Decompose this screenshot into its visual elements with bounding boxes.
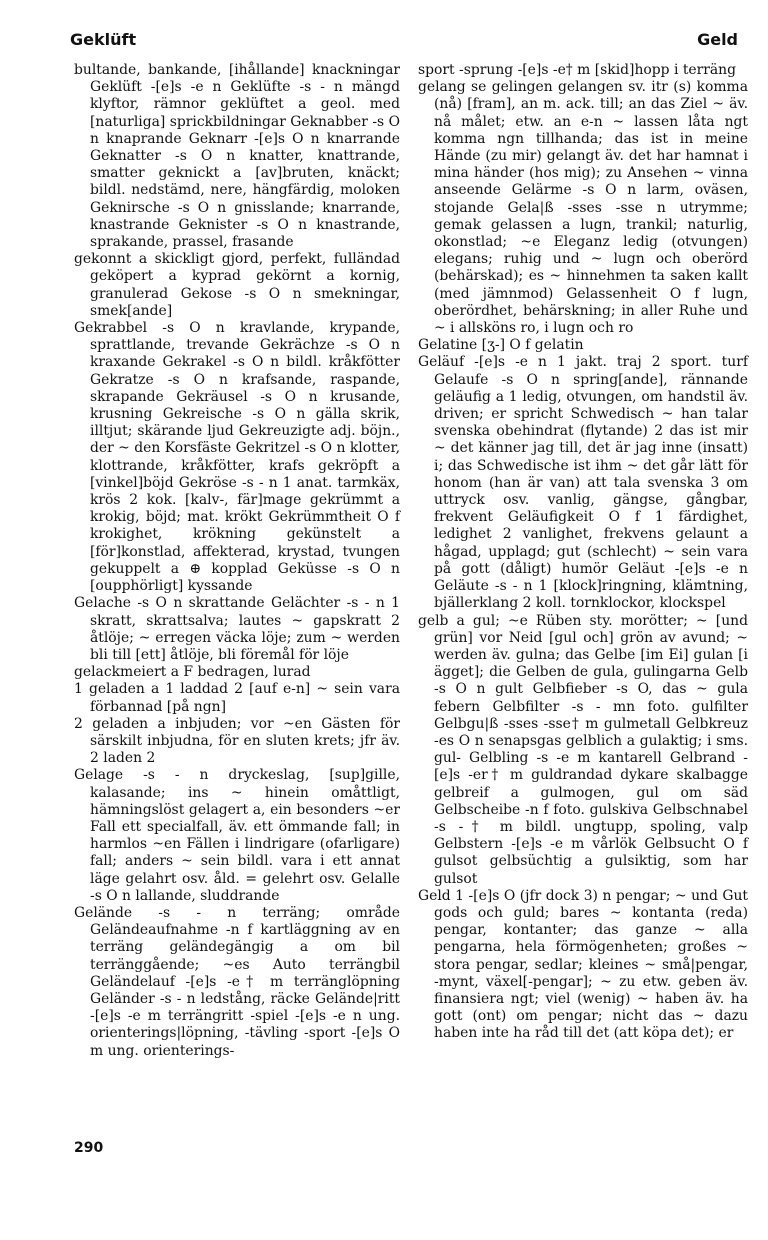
entry-block: 2 geladen a inbjuden; vor ~en Gästen för särskilt inbjudna, för en sluten krets; jfr äv. 2 laden 2 (74, 715, 400, 767)
entry-block: Gelage -s - n dryckeslag, [sup]gille, kalasande; ins ~ hinein omåttligt, hämningslöst gelagert a, ein besonders ~er Fall ett specialfall, äv. ett ömmande fall; in harmlos ~en Fällen i lindrigare (ofarligare) fall; anders ~ sein bildl. vara i ett annat läge gelahrt osv. åld. = gelehrt osv. Gelalle -s O n lallande, sluddrande (74, 767, 400, 904)
entry-block: gelackmeiert a F bedragen, lurad (74, 664, 311, 681)
entry-block: Gelände -s - n terräng; område Geländeaufnahme -n f kartläggning av en terräng geländegängig a om bil terränggående; ~es Auto terrängbil Geländelauf -[e]s -e† m terränglöpning Geländer -s - n ledstång, räcke Gelände|ritt -[e]s -e m terrängritt -spiel -[e]s -e n ung. orienterings|löpning, -tävling -sport -[e]s O m ung. orienterings- (74, 904, 400, 1059)
running-head-right: Geld (697, 30, 738, 49)
entry-block: gelang se gelingen gelangen sv. itr (s) komma (nå) [fram], an m. ack. till; an das Ziel ~ äv. nå målet; etw. an e-n ~ lassen låta ngt komma ngn tillhanda; das ist in meine Hände (zu mir) gelangt äv. det har hamnat i mina händer (hos mig); zu Ansehen ~ vinna anseende Gelärme -s O n larm, oväsen, stojande Gela|ß -sses -sse n utrymme; gemak gelassen a lugn, trankil; naturlig, okonstlad; ~e Eleganz ledig (otvungen) elegans; ruhig und ~ lugn och oberörd (behärskad); es ~ hinnehmen ta saken kallt (med jämnmod) Gelassenheit O f lugn, oberördhet, behärskning; in aller Ruhe und ~ i allsköns ro, i lugn och ro (418, 79, 748, 337)
entry-block: 1 geladen a 1 laddad 2 [auf e-n] ~ sein vara förbannad [på ngn] (74, 681, 400, 715)
right-column (418, 62, 748, 1043)
entry-block: Gelatine [ʒ-] O f gelatin (418, 337, 584, 354)
left-column (74, 62, 400, 1060)
entry-block: gelb a gul; ~e Rüben sty. morötter; ~ [und grün] vor Neid [gul och] grön av avund; ~ werden äv. gulna; das Gelbe [im Ei] gulan [i ägget]; die Gelben de gula, gulingarna Gelb -s O n gult Gelbfieber -s O, das ~ gula febern Gelbfilter -s - mn foto. gulfilter Gelbgu|ß -sses -sse† m gulmetall Gelbkreuz -es O n senapsgas gelblich a gulaktig; i sms. gul- Gelbling -s -e m kantarell Gelbrand -[e]s -er† m guldrandad dykare skalbagge gelbreif a gulmogen, gul om säd Gelbscheibe -n f foto. gulskiva Gelbschnabel -s -† m bildl. ungtupp, spoling, valp Gelbstern -[e]s -e m vårlök Gelbsucht O f gulsot gelbsüchtig a gulsiktig, som har gulsot (418, 612, 748, 887)
entry-block: Geläuf -[e]s -e n 1 jakt. traj 2 sport. turf Gelaufe -s O n spring[ande], rännande geläufig a 1 ledig, otvungen, om handstil äv. driven; er spricht Schwedisch ~ han talar svenska obehindrat (flytande) 2 das ist mir ~ det känner jag till, det är jag inne (insatt) i; das Schwedische ist ihm ~ det går lätt för honom (han är van) att tala svenska 3 om uttryck osv. vanlig, gängse, gångbar, frekvent Geläufigkeit O f 1 färdighet, ledighet 2 vanlighet, frekvens gelaunt a hågad, upplagd; gut (schlecht) ~ sein vara på gott (dåligt) humör Geläut -[e]s -e n Geläute -s - n 1 [klock]ringning, klämtning, bjällerklang 2 koll. tornklockor, klockspel (418, 354, 748, 612)
page-number: 290 (74, 1140, 104, 1156)
entry-block: Gekrabbel -s O n kravlande, krypande, sprattlande, trevande Gekrächze -s O n kraxande Gekrakel -s O n bildl. kråkfötter Gekratze -s O n krafsande, raspande, skrapande Gekräusel -s O n krusande, krusning Gekreische -s O n gälla skrik, illtjut; skärande ljud Gekreuzigte adj. böjn., der ~ den Korsfäste Gekritzel -s O n klotter, klottrande, kråkfötter, krafs gekröpft a [vinkel]böjd Gekröse -s - n 1 anat. tarmkäx, krös 2 kok. [kalv-, fär]mage gekrümmt a krokig, böjd; mat. krökt Gekrümmtheit O f krokighet, krökning gekünstelt a [för]konstlad, affekterad, krystad, tvungen gekuppelt a ⊕ kopplad Geküsse -s O n [oupphörligt] kyssande (74, 320, 400, 595)
entry-block: Geld 1 -[e]s O (jfr dock 3) n pengar; ~ und Gut gods och guld; bares ~ kontanta (reda) pengar, kontanter; das ganze ~ alla pengarna, hela förmögenheten; großes ~ stora pengar, sedlar; kleines ~ små|pengar, -mynt, växel[-pengar]; ~ zu etw. geben äv. finansiera ngt; viel (wenig) ~ haben äv. ha gott (ont) om pengar; nicht das ~ dazu haben inte ha råd till det (att köpa det); er (418, 887, 748, 1042)
entry-block: bultande, bankande, [ihållande] knackningar Geklüft -[e]s -e n Geklüfte -s - n mängd klyftor, rämnor geklüftet a geol. med [naturliga] sprickbildningar Geknabber -s O n knaprande Geknarr -[e]s O n knarrande Geknatter -s O n knatter, knattrande, smatter geknickt a [av]bruten, knäckt; bildl. nedstämd, nere, hängfärdig, moloken Geknirsche -s O n gnisslande; knarrande, knastrande Geknister -s O n knastrande, sprakande, prassel, frasande (74, 62, 400, 251)
entry-block: gekonnt a skickligt gjord, perfekt, fulländad geköpert a kyprad gekörnt a kornig, granulerad Gekose -s O n smekningar, smek[ande] (74, 251, 400, 319)
entry-block: sport -sprung -[e]s -e† m [skid]hopp i terräng (418, 62, 737, 78)
entry-block: Gelache -s O n skrattande Gelächter -s - n 1 skratt, skrattsalva; lautes ~ gapskratt 2 åtlöje; ~ erregen väcka löje; zum ~ werden bli till [ett] åtlöje, bli föremål för löje (74, 595, 400, 663)
running-head-left: Geklüft (70, 30, 137, 49)
